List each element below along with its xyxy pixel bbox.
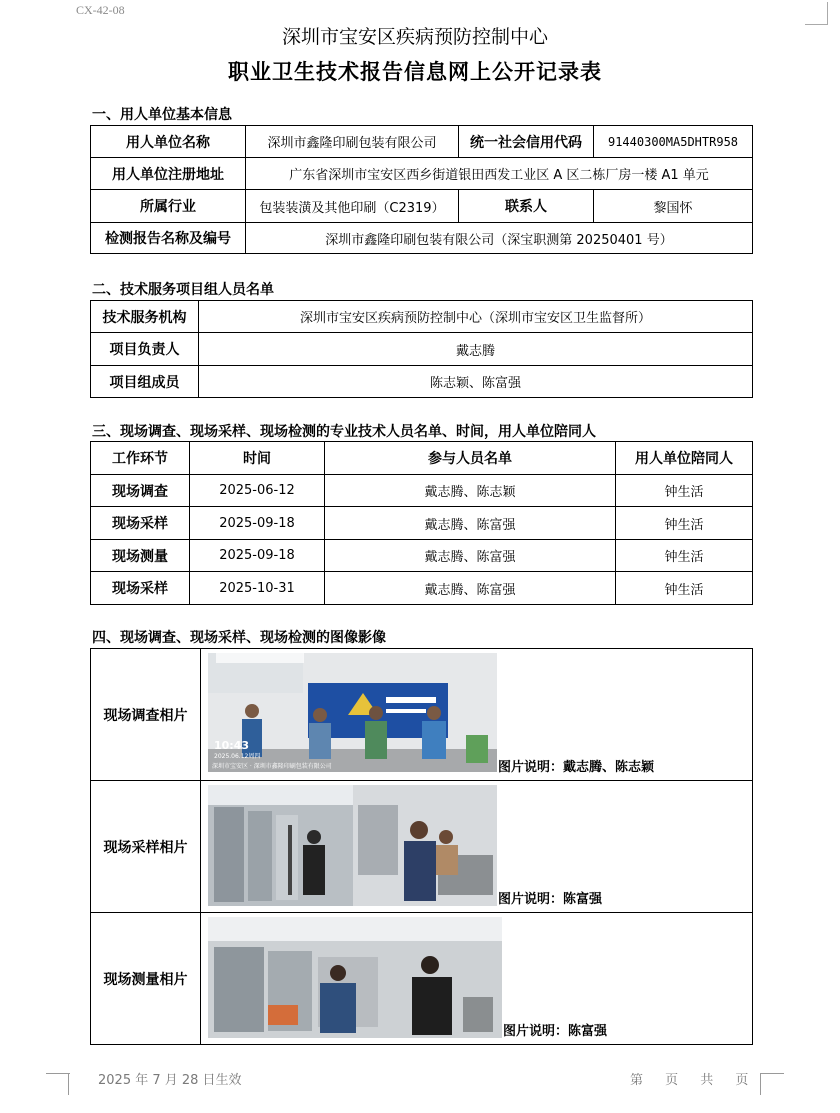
photo-place-stamp: 深圳市宝安区 · 深圳市鑫隆印刷包装有限公司	[212, 763, 332, 770]
page-title: 职业卫生技术报告信息网上公开记录表	[228, 60, 602, 84]
effective-date: 2025 年 7 月 28 日生效	[98, 1073, 242, 1088]
stage-cell: 现场采样	[91, 572, 190, 605]
industry-value: 包装装潢及其他印刷（C2319）	[246, 190, 459, 223]
photo-date-stamp: 2025.06.12周四	[214, 753, 261, 760]
companion-cell: 钟生活	[616, 572, 753, 605]
report-value: 深圳市鑫隆印刷包装有限公司（深宝职测第 20250401 号）	[246, 223, 753, 254]
table-row	[91, 572, 753, 605]
crop-mark-left-top	[46, 1073, 70, 1074]
unit-info-table	[90, 125, 753, 254]
document-code: CX-42-08	[76, 3, 125, 17]
industry-label: 所属行业	[91, 190, 246, 223]
stage-cell: 现场采样	[91, 507, 190, 540]
table-row	[91, 540, 753, 572]
crop-mark-left	[46, 1073, 69, 1095]
table-row	[91, 781, 753, 913]
table-row	[91, 190, 753, 223]
measurement-photo-cell	[201, 913, 753, 1045]
measurement-photo-image	[208, 917, 502, 1038]
project-members-label: 项目组成员	[91, 366, 199, 398]
measurement-photo-label: 现场测量相片	[91, 913, 201, 1045]
table-row	[91, 475, 753, 507]
survey-photo-caption: 图片说明：戴志腾、陈志颖	[498, 760, 655, 775]
crop-mark-right	[760, 1073, 783, 1095]
table-row	[91, 913, 753, 1045]
table-row	[91, 301, 753, 333]
photo-time-stamp: 10:43	[214, 739, 250, 752]
table-row	[91, 366, 753, 398]
companion-cell: 钟生活	[616, 475, 753, 507]
credit-code-value: 91440300MA5DHTR958	[594, 126, 753, 158]
unit-name-label: 用人单位名称	[91, 126, 246, 158]
credit-code-label: 统一社会信用代码	[459, 126, 594, 158]
staff-cell: 戴志腾、陈志颖	[325, 475, 616, 507]
header-companion: 用人单位陪同人	[616, 442, 753, 475]
service-org-label: 技术服务机构	[91, 301, 199, 333]
sampling-photo-image	[208, 785, 497, 906]
table-row	[91, 333, 753, 366]
address-label: 用人单位注册地址	[91, 158, 246, 190]
staff-cell: 戴志腾、陈富强	[325, 572, 616, 605]
sampling-photo-cell	[201, 781, 753, 913]
project-lead-value: 戴志腾	[199, 333, 753, 366]
address-value: 广东省深圳市宝安区西乡街道银田西发工业区 A 区二栋厂房一楼 A1 单元	[246, 158, 753, 190]
contact-value: 黎国怀	[594, 190, 753, 223]
table-row	[91, 126, 753, 158]
sampling-photo-label: 现场采样相片	[91, 781, 201, 913]
date-cell: 2025-09-18	[190, 540, 325, 572]
crop-mark-right-top	[760, 1073, 784, 1074]
table-row	[91, 158, 753, 190]
table-row	[91, 649, 753, 781]
header-stage: 工作环节	[91, 442, 190, 475]
table-row	[91, 507, 753, 540]
staff-cell: 戴志腾、陈富强	[325, 540, 616, 572]
stage-cell: 现场测量	[91, 540, 190, 572]
header-staff: 参与人员名单	[325, 442, 616, 475]
date-cell: 2025-09-18	[190, 507, 325, 540]
stage-cell: 现场调查	[91, 475, 190, 507]
section-3-title: 三、现场调查、现场采样、现场检测的专业技术人员名单、时间，用人单位陪同人	[92, 424, 596, 440]
survey-photo	[208, 653, 497, 772]
header-date: 时间	[190, 442, 325, 475]
section-2-title: 二、技术服务项目组人员名单	[92, 282, 274, 298]
service-org-value: 深圳市宝安区疾病预防控制中心（深圳市宝安区卫生监督所）	[199, 301, 753, 333]
survey-photo-cell	[201, 649, 753, 781]
section-4-title: 四、现场调查、现场采样、现场检测的图像影像	[92, 630, 386, 646]
project-members-value: 陈志颖、陈富强	[199, 366, 753, 398]
companion-cell: 钟生活	[616, 540, 753, 572]
section-1-title: 一、用人单位基本信息	[92, 107, 232, 123]
team-table	[90, 300, 753, 398]
companion-cell: 钟生活	[616, 507, 753, 540]
table-header-row	[91, 442, 753, 475]
project-lead-label: 项目负责人	[91, 333, 199, 366]
survey-photo-label: 现场调查相片	[91, 649, 201, 781]
table-row	[91, 223, 753, 254]
sampling-photo-caption: 图片说明：陈富强	[498, 892, 603, 907]
photo-table	[90, 648, 753, 1045]
date-cell: 2025-10-31	[190, 572, 325, 605]
unit-name-value: 深圳市鑫隆印刷包装有限公司	[246, 126, 459, 158]
date-cell: 2025-06-12	[190, 475, 325, 507]
onsite-schedule-table	[90, 441, 753, 605]
page-number: 第 页 共 页	[630, 1073, 749, 1088]
contact-label: 联系人	[459, 190, 594, 223]
measurement-photo	[208, 917, 502, 1038]
report-label: 检测报告名称及编号	[91, 223, 246, 254]
measurement-photo-caption: 图片说明：陈富强	[503, 1024, 608, 1039]
sampling-photo	[208, 785, 497, 906]
staff-cell: 戴志腾、陈富强	[325, 507, 616, 540]
organization-name: 深圳市宝安区疾病预防控制中心	[281, 26, 548, 48]
